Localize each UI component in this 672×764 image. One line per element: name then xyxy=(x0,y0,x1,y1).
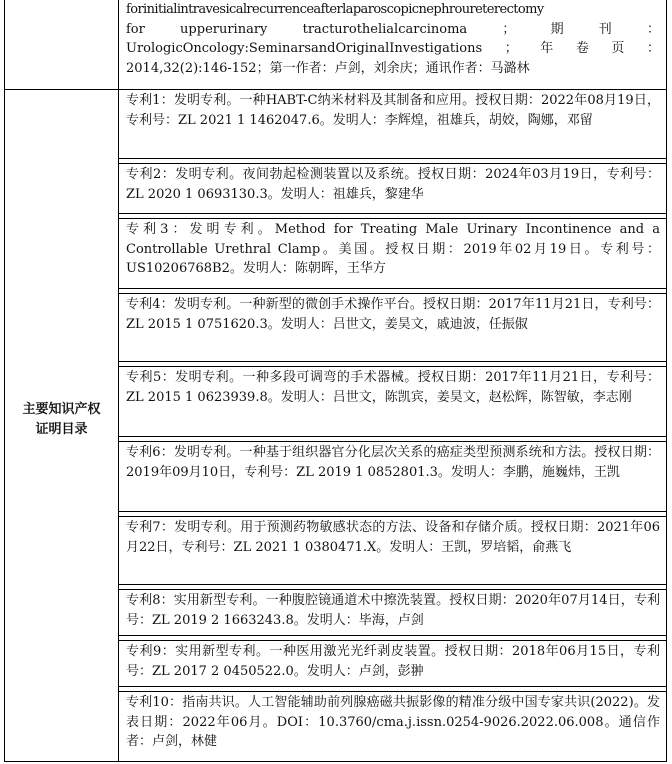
text-fragment: upperurinary xyxy=(180,21,268,37)
patent-entry-9: 专利9：实用新型专利。一种医用激光光纤剥皮装置。授权日期：2018年06月15日，专利号：ZL 2017 2 0450522.0。发明人：卢剑，彭翀 xyxy=(119,641,666,687)
text-fragment: for xyxy=(126,21,145,37)
paper-entry-continuation xyxy=(119,0,666,90)
text-fragment: ： xyxy=(646,41,660,56)
patent-entry-3: 专利3：发明专利。Method for Treating Male Urinary Incontinence and a Controllable Urethral Clamp。美国。授权日期：2019年02月19日。专利号：US10206768B2。发明人：陈朝晖，王华方 xyxy=(119,219,666,289)
section-label xyxy=(5,400,118,440)
text-fragment: UrologicOncology:SeminarsandOriginalInvestigations xyxy=(126,41,483,56)
patent-entry-6: 专利6：发明专利。一种基于组织器官分化层次关系的癌症类型预测系统和方法。授权日期：2019年09月10日，专利号：ZL 2019 1 0852801.3。发明人：李鹏，施巍炜，王凯 xyxy=(119,442,666,512)
text-fragment: 期 xyxy=(550,21,564,37)
patent-entry-7: 专利7：发明专利。用于预测药物敏感状态的方法、设备和存储介质。授权日期：2021年06月22日，专利号：ZL 2021 1 0380471.X。发明人：王凯，罗培韬，俞燕飞 xyxy=(119,517,666,585)
section-label-line1: 主要知识产权 xyxy=(22,402,101,417)
content-column xyxy=(119,0,666,761)
paper-line-2 xyxy=(126,20,660,40)
patent-entry-10: 专利10：指南共识。人工智能辅助前列腺癌磁共振影像的精准分级中国专家共识(2022)。发表日期：2022年06月。DOI：10.3760/cma.j.issn.0254-9026.2022.06.008。通信作者：卢剑，林健 xyxy=(126,695,660,749)
paper-line-4: 2014,32(2):146-152；第一作者：卢剑，刘余庆；通讯作者：马潞林 xyxy=(126,60,530,76)
text-fragment: 页 xyxy=(611,41,625,56)
ip-table xyxy=(4,0,667,762)
text-fragment: tracturothelialcarcinoma xyxy=(302,21,468,37)
text-fragment: 卷 xyxy=(575,41,589,56)
section-label-line2: 证明目录 xyxy=(35,422,88,437)
text-fragment: ； xyxy=(502,21,516,37)
text-fragment: 刊 xyxy=(598,21,612,37)
label-cell-previous xyxy=(5,0,118,90)
patent-entry-4: 专利4：发明专利。一种新型的微创手术操作平台。授权日期：2017年11月21日，专利号：ZL 2015 1 0751620.3。发明人：吕世文，姜昊文，戚迪波，任振俶 xyxy=(119,294,666,362)
patent-entry-8: 专利8：实用新型专利。一种腹腔镜通道术中擦洗装置。授权日期：2020年07月14日，专利号：ZL 2019 2 1663243.8。发明人：毕海，卢剑 xyxy=(119,590,666,636)
text-fragment: ； xyxy=(504,41,518,56)
label-column xyxy=(4,0,119,761)
patent-entry-1: 专利1：发明专利。一种HABT-C纳米材料及其制备和应用。授权日期：2022年08月19日，专利号：ZL 2021 1 1462047.6。发明人：李辉煌，祖雄兵，胡姣，陶娜，邓留 xyxy=(119,90,666,159)
patent-entry-5: 专利5：发明专利。一种多段可调弯的手术器械。授权日期：2017年11月21日，专利号：ZL 2015 1 0623939.8。发明人：吕世文，陈凯宾，姜昊文，赵松辉，陈智敏，李志刚 xyxy=(119,367,666,437)
paper-line-3 xyxy=(126,39,660,59)
paper-title-line: forinitialintravesicalrecurrenceafterlaparoscopicnephroureterectomy xyxy=(126,2,544,17)
patent-entry-2: 专利2：发明专利。夜间勃起检测装置以及系统。授权日期：2024年03月19日，专利号：ZL 2020 1 0693130.3。发明人：祖雄兵，黎建华 xyxy=(119,164,666,214)
text-fragment: 年 xyxy=(540,41,554,56)
text-fragment: ： xyxy=(646,21,660,37)
